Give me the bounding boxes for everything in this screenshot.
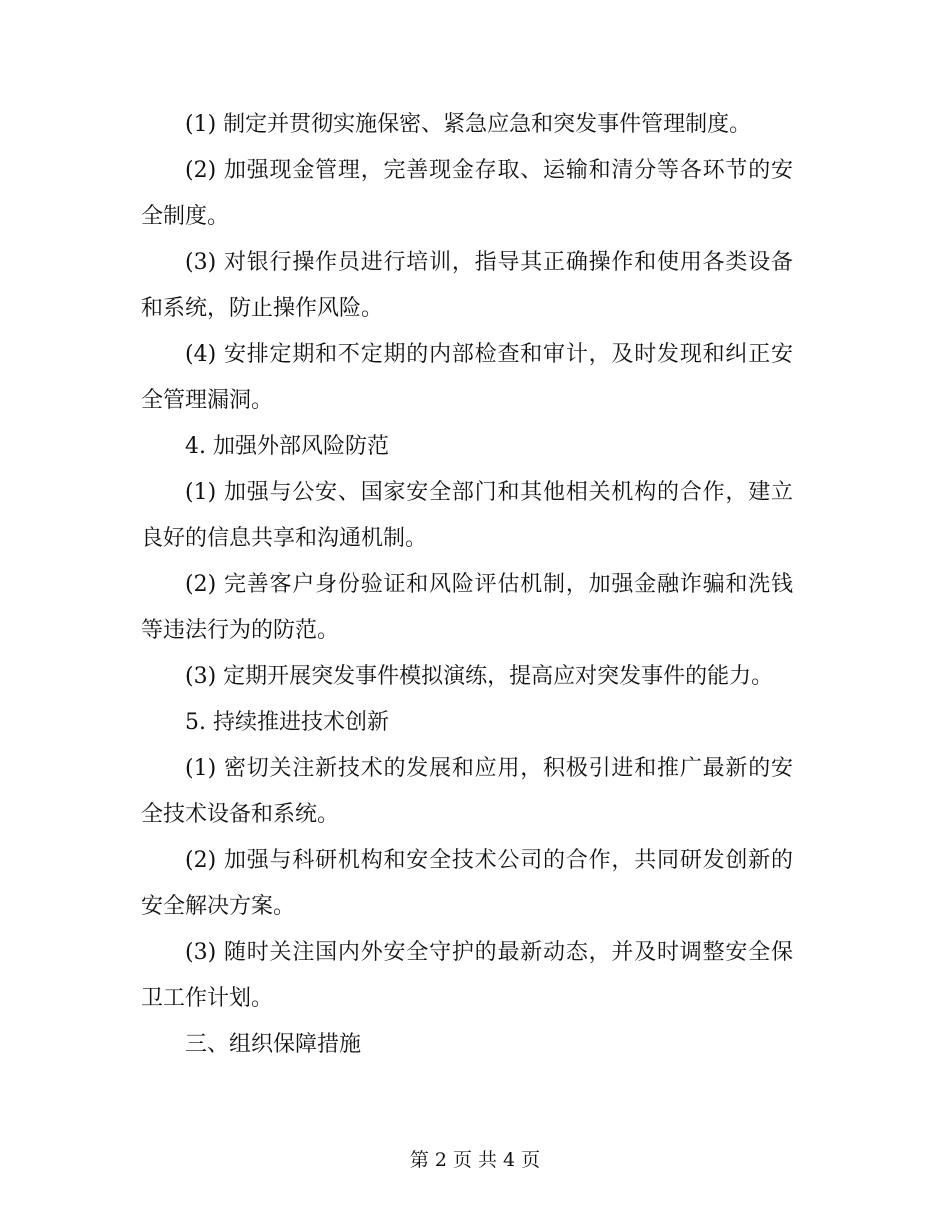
paragraph-identity-verification: (2) 完善客户身份验证和风险评估机制，加强金融诈骗和洗钱等违法行为的防范。 <box>141 572 793 643</box>
paragraph-cash-management: (2) 加强现金管理，完善现金存取、运输和清分等各环节的安全制度。 <box>141 158 793 229</box>
paragraph-new-technology: (1) 密切关注新技术的发展和应用，积极引进和推广最新的安全技术设备和系统。 <box>141 756 793 827</box>
page-number-footer: 第 2 页 共 4 页 <box>409 1149 541 1171</box>
paragraph-emergency-drills: (3) 定期开展突发事件模拟演练，提高应对突发事件的能力。 <box>185 664 774 689</box>
section-heading-tech-innovation: 5. 持续推进技术创新 <box>185 710 389 735</box>
paragraph-confidentiality-system: (1) 制定并贯彻实施保密、紧急应急和突发事件管理制度。 <box>185 112 752 137</box>
paragraph-security-trends: (3) 随时关注国内外安全守护的最新动态，并及时调整安全保卫工作计划。 <box>141 940 793 1011</box>
paragraph-operator-training: (3) 对银行操作员进行培训，指导其正确操作和使用各类设备和系统，防止操作风险。 <box>141 250 793 321</box>
paragraph-internal-audit: (4) 安排定期和不定期的内部检查和审计，及时发现和纠正安全管理漏洞。 <box>141 342 793 413</box>
section-heading-external-risk: 4. 加强外部风险防范 <box>185 434 389 459</box>
document-body <box>141 102 793 1068</box>
paragraph-research-cooperation: (2) 加强与科研机构和安全技术公司的合作，共同研发创新的安全解决方案。 <box>141 848 793 919</box>
section-heading-organization: 三、组织保障措施 <box>185 1032 362 1057</box>
paragraph-agency-cooperation: (1) 加强与公安、国家安全部门和其他相关机构的合作，建立良好的信息共享和沟通机制。 <box>141 480 793 551</box>
